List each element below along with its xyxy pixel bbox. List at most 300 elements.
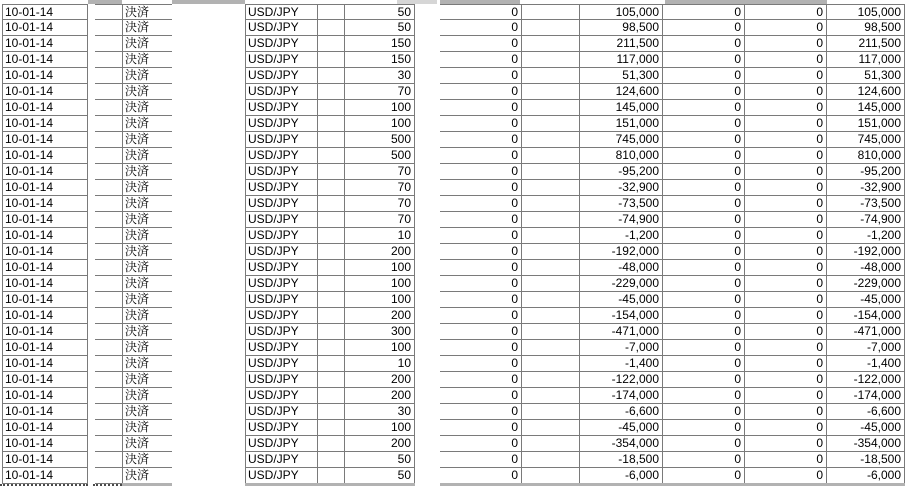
cell-trade-type[interactable]: 決済 (122, 228, 172, 244)
cell-trade-date[interactable]: 10-01-14 (2, 356, 88, 372)
cell-blank-a[interactable] (95, 468, 122, 484)
cell-profit-loss[interactable]: -6,600 (580, 404, 663, 420)
cell-zero-3[interactable]: 0 (745, 20, 827, 36)
cell-trade-date[interactable]: 10-01-14 (2, 324, 88, 340)
cell-blank-b[interactable] (318, 68, 345, 84)
cell-blank-c[interactable] (522, 324, 580, 340)
cell-profit-loss-total[interactable]: 117,000 (827, 52, 905, 68)
cell-currency-pair[interactable]: USD/JPY (245, 372, 318, 388)
cell-quantity[interactable]: 100 (345, 420, 415, 436)
cell-zero-2[interactable]: 0 (663, 180, 745, 196)
cell-zero-2[interactable]: 0 (663, 356, 745, 372)
cell-zero-2[interactable]: 0 (663, 52, 745, 68)
cell-trade-type[interactable]: 決済 (122, 84, 172, 100)
cell-profit-loss[interactable]: -73,500 (580, 196, 663, 212)
cell-blank-a[interactable] (95, 292, 122, 308)
cell-trade-date[interactable]: 10-01-14 (2, 244, 88, 260)
cell-blank-b[interactable] (318, 356, 345, 372)
cell-blank-a[interactable] (95, 196, 122, 212)
cell-currency-pair[interactable]: USD/JPY (245, 180, 318, 196)
cell-profit-loss[interactable]: 98,500 (580, 20, 663, 36)
cell-zero-2[interactable]: 0 (663, 68, 745, 84)
cell-profit-loss-total[interactable]: 98,500 (827, 20, 905, 36)
cell-trade-date[interactable]: 10-01-14 (2, 148, 88, 164)
cell-blank-b[interactable] (318, 52, 345, 68)
cell-profit-loss-total[interactable]: 124,600 (827, 84, 905, 100)
cell-zero-1[interactable]: 0 (440, 340, 522, 356)
cell-zero-1[interactable]: 0 (440, 20, 522, 36)
cell-currency-pair[interactable]: USD/JPY (245, 468, 318, 484)
cell-trade-type[interactable]: 決済 (122, 420, 172, 436)
cell-blank-b[interactable] (318, 180, 345, 196)
cell-blank-b[interactable] (318, 468, 345, 484)
cell-blank-a[interactable] (95, 324, 122, 340)
cell-quantity[interactable]: 100 (345, 276, 415, 292)
cell-blank-c[interactable] (522, 420, 580, 436)
cell-profit-loss-total[interactable]: -45,000 (827, 292, 905, 308)
cell-blank-b[interactable] (318, 260, 345, 276)
cell-zero-3[interactable]: 0 (745, 308, 827, 324)
cell-trade-date[interactable]: 10-01-14 (2, 420, 88, 436)
cell-zero-3[interactable]: 0 (745, 420, 827, 436)
cell-blank-c[interactable] (522, 436, 580, 452)
cell-profit-loss-total[interactable]: -48,000 (827, 260, 905, 276)
cell-zero-3[interactable]: 0 (745, 36, 827, 52)
cell-trade-date[interactable]: 10-01-14 (2, 196, 88, 212)
cell-trade-type[interactable]: 決済 (122, 68, 172, 84)
cell-zero-3[interactable]: 0 (745, 68, 827, 84)
cell-zero-3[interactable]: 0 (745, 84, 827, 100)
cell-profit-loss-total[interactable]: -229,000 (827, 276, 905, 292)
cell-zero-2[interactable]: 0 (663, 164, 745, 180)
cell-blank-c[interactable] (522, 148, 580, 164)
cell-blank-c[interactable] (522, 452, 580, 468)
cell-trade-type[interactable]: 決済 (122, 452, 172, 468)
cell-profit-loss[interactable]: 745,000 (580, 132, 663, 148)
cell-blank-c[interactable] (522, 292, 580, 308)
cell-trade-type[interactable]: 決済 (122, 244, 172, 260)
cell-blank-c[interactable] (522, 260, 580, 276)
cell-zero-1[interactable]: 0 (440, 356, 522, 372)
cell-profit-loss[interactable]: 105,000 (580, 4, 663, 20)
cell-trade-date[interactable]: 10-01-14 (2, 292, 88, 308)
cell-blank-a[interactable] (95, 52, 122, 68)
cell-quantity[interactable]: 150 (345, 52, 415, 68)
cell-blank-c[interactable] (522, 164, 580, 180)
cell-quantity[interactable]: 70 (345, 196, 415, 212)
cell-currency-pair[interactable]: USD/JPY (245, 212, 318, 228)
cell-zero-3[interactable]: 0 (745, 388, 827, 404)
cell-zero-1[interactable]: 0 (440, 84, 522, 100)
cell-quantity[interactable]: 50 (345, 20, 415, 36)
cell-currency-pair[interactable]: USD/JPY (245, 260, 318, 276)
cell-currency-pair[interactable]: USD/JPY (245, 404, 318, 420)
cell-zero-2[interactable]: 0 (663, 196, 745, 212)
cell-profit-loss[interactable]: -95,200 (580, 164, 663, 180)
cell-profit-loss-total[interactable]: 151,000 (827, 116, 905, 132)
cell-currency-pair[interactable]: USD/JPY (245, 196, 318, 212)
cell-quantity[interactable]: 30 (345, 404, 415, 420)
cell-zero-1[interactable]: 0 (440, 100, 522, 116)
cell-trade-type[interactable]: 決済 (122, 148, 172, 164)
cell-profit-loss[interactable]: -18,500 (580, 452, 663, 468)
cell-quantity[interactable]: 500 (345, 148, 415, 164)
cell-profit-loss-total[interactable]: -174,000 (827, 388, 905, 404)
cell-zero-1[interactable]: 0 (440, 68, 522, 84)
cell-blank-c[interactable] (522, 52, 580, 68)
cell-zero-2[interactable]: 0 (663, 20, 745, 36)
cell-zero-3[interactable]: 0 (745, 196, 827, 212)
cell-profit-loss[interactable]: -1,200 (580, 228, 663, 244)
cell-zero-2[interactable]: 0 (663, 276, 745, 292)
cell-profit-loss-total[interactable]: -6,000 (827, 468, 905, 484)
cell-blank-a[interactable] (95, 212, 122, 228)
cell-trade-type[interactable]: 決済 (122, 260, 172, 276)
cell-zero-1[interactable]: 0 (440, 292, 522, 308)
cell-profit-loss-total[interactable]: -7,000 (827, 340, 905, 356)
cell-zero-3[interactable]: 0 (745, 132, 827, 148)
cell-profit-loss-total[interactable]: -471,000 (827, 324, 905, 340)
cell-zero-1[interactable]: 0 (440, 276, 522, 292)
cell-quantity[interactable]: 200 (345, 244, 415, 260)
cell-blank-b[interactable] (318, 308, 345, 324)
cell-blank-a[interactable] (95, 20, 122, 36)
cell-trade-type[interactable]: 決済 (122, 388, 172, 404)
cell-blank-a[interactable] (95, 116, 122, 132)
cell-blank-c[interactable] (522, 68, 580, 84)
cell-quantity[interactable]: 500 (345, 132, 415, 148)
cell-currency-pair[interactable]: USD/JPY (245, 388, 318, 404)
cell-zero-3[interactable]: 0 (745, 228, 827, 244)
cell-blank-c[interactable] (522, 308, 580, 324)
cell-profit-loss-total[interactable]: 51,300 (827, 68, 905, 84)
cell-currency-pair[interactable]: USD/JPY (245, 100, 318, 116)
cell-blank-c[interactable] (522, 100, 580, 116)
cell-trade-date[interactable]: 10-01-14 (2, 260, 88, 276)
cell-blank-c[interactable] (522, 404, 580, 420)
cell-quantity[interactable]: 70 (345, 212, 415, 228)
cell-zero-2[interactable]: 0 (663, 452, 745, 468)
cell-profit-loss-total[interactable]: -6,600 (827, 404, 905, 420)
cell-zero-3[interactable]: 0 (745, 340, 827, 356)
cell-zero-3[interactable]: 0 (745, 468, 827, 484)
cell-zero-1[interactable]: 0 (440, 212, 522, 228)
cell-currency-pair[interactable]: USD/JPY (245, 84, 318, 100)
cell-quantity[interactable]: 100 (345, 292, 415, 308)
cell-currency-pair[interactable]: USD/JPY (245, 164, 318, 180)
cell-profit-loss-total[interactable]: -354,000 (827, 436, 905, 452)
cell-zero-2[interactable]: 0 (663, 228, 745, 244)
cell-blank-a[interactable] (95, 356, 122, 372)
cell-zero-1[interactable]: 0 (440, 436, 522, 452)
cell-quantity[interactable]: 200 (345, 436, 415, 452)
cell-blank-b[interactable] (318, 452, 345, 468)
cell-zero-2[interactable]: 0 (663, 324, 745, 340)
cell-currency-pair[interactable]: USD/JPY (245, 4, 318, 20)
cell-profit-loss-total[interactable]: -32,900 (827, 180, 905, 196)
cell-trade-type[interactable]: 決済 (122, 180, 172, 196)
cell-blank-a[interactable] (95, 404, 122, 420)
cell-trade-type[interactable]: 決済 (122, 276, 172, 292)
cell-trade-date[interactable]: 10-01-14 (2, 164, 88, 180)
cell-blank-a[interactable] (95, 276, 122, 292)
cell-trade-date[interactable]: 10-01-14 (2, 308, 88, 324)
cell-blank-b[interactable] (318, 100, 345, 116)
cell-zero-1[interactable]: 0 (440, 52, 522, 68)
cell-blank-b[interactable] (318, 84, 345, 100)
cell-zero-1[interactable]: 0 (440, 180, 522, 196)
cell-profit-loss[interactable]: -122,000 (580, 372, 663, 388)
cell-trade-date[interactable]: 10-01-14 (2, 4, 88, 20)
cell-blank-b[interactable] (318, 372, 345, 388)
cell-trade-date[interactable]: 10-01-14 (2, 180, 88, 196)
cell-zero-1[interactable]: 0 (440, 116, 522, 132)
cell-blank-a[interactable] (95, 244, 122, 260)
cell-trade-type[interactable]: 決済 (122, 372, 172, 388)
cell-trade-date[interactable]: 10-01-14 (2, 404, 88, 420)
cell-zero-2[interactable]: 0 (663, 36, 745, 52)
cell-currency-pair[interactable]: USD/JPY (245, 324, 318, 340)
cell-zero-1[interactable]: 0 (440, 164, 522, 180)
cell-profit-loss-total[interactable]: 745,000 (827, 132, 905, 148)
cell-trade-type[interactable]: 決済 (122, 308, 172, 324)
cell-blank-b[interactable] (318, 196, 345, 212)
cell-zero-1[interactable]: 0 (440, 388, 522, 404)
cell-zero-1[interactable]: 0 (440, 452, 522, 468)
cell-trade-type[interactable]: 決済 (122, 356, 172, 372)
cell-zero-1[interactable]: 0 (440, 244, 522, 260)
cell-blank-c[interactable] (522, 276, 580, 292)
cell-profit-loss[interactable]: -6,000 (580, 468, 663, 484)
cell-trade-type[interactable]: 決済 (122, 436, 172, 452)
cell-blank-b[interactable] (318, 4, 345, 20)
cell-zero-2[interactable]: 0 (663, 132, 745, 148)
cell-profit-loss[interactable]: -45,000 (580, 420, 663, 436)
cell-blank-a[interactable] (95, 4, 122, 20)
cell-blank-c[interactable] (522, 212, 580, 228)
cell-zero-3[interactable]: 0 (745, 404, 827, 420)
cell-trade-date[interactable]: 10-01-14 (2, 20, 88, 36)
cell-trade-type[interactable]: 決済 (122, 20, 172, 36)
cell-blank-a[interactable] (95, 436, 122, 452)
cell-trade-type[interactable]: 決済 (122, 36, 172, 52)
cell-zero-2[interactable]: 0 (663, 372, 745, 388)
cell-blank-a[interactable] (95, 148, 122, 164)
cell-blank-b[interactable] (318, 404, 345, 420)
cell-blank-a[interactable] (95, 68, 122, 84)
cell-currency-pair[interactable]: USD/JPY (245, 36, 318, 52)
cell-trade-date[interactable]: 10-01-14 (2, 452, 88, 468)
cell-zero-2[interactable]: 0 (663, 436, 745, 452)
cell-zero-3[interactable]: 0 (745, 452, 827, 468)
cell-zero-1[interactable]: 0 (440, 372, 522, 388)
cell-blank-b[interactable] (318, 436, 345, 452)
cell-profit-loss[interactable]: -32,900 (580, 180, 663, 196)
cell-quantity[interactable]: 50 (345, 452, 415, 468)
cell-blank-a[interactable] (95, 84, 122, 100)
cell-zero-2[interactable]: 0 (663, 420, 745, 436)
cell-zero-3[interactable]: 0 (745, 212, 827, 228)
cell-trade-type[interactable]: 決済 (122, 212, 172, 228)
cell-blank-b[interactable] (318, 148, 345, 164)
cell-profit-loss-total[interactable]: -122,000 (827, 372, 905, 388)
cell-blank-c[interactable] (522, 84, 580, 100)
cell-quantity[interactable]: 200 (345, 308, 415, 324)
cell-zero-1[interactable]: 0 (440, 324, 522, 340)
cell-profit-loss-total[interactable]: -154,000 (827, 308, 905, 324)
cell-blank-b[interactable] (318, 244, 345, 260)
cell-profit-loss-total[interactable]: -18,500 (827, 452, 905, 468)
cell-trade-date[interactable]: 10-01-14 (2, 468, 88, 484)
cell-profit-loss[interactable]: -192,000 (580, 244, 663, 260)
cell-blank-b[interactable] (318, 20, 345, 36)
cell-trade-date[interactable]: 10-01-14 (2, 388, 88, 404)
cell-blank-a[interactable] (95, 340, 122, 356)
cell-blank-a[interactable] (95, 260, 122, 276)
cell-blank-a[interactable] (95, 100, 122, 116)
cell-profit-loss[interactable]: -471,000 (580, 324, 663, 340)
cell-trade-date[interactable]: 10-01-14 (2, 100, 88, 116)
cell-blank-b[interactable] (318, 324, 345, 340)
cell-trade-type[interactable]: 決済 (122, 4, 172, 20)
cell-profit-loss-total[interactable]: 211,500 (827, 36, 905, 52)
cell-currency-pair[interactable]: USD/JPY (245, 132, 318, 148)
cell-trade-date[interactable]: 10-01-14 (2, 36, 88, 52)
cell-blank-a[interactable] (95, 132, 122, 148)
cell-blank-c[interactable] (522, 132, 580, 148)
cell-currency-pair[interactable]: USD/JPY (245, 148, 318, 164)
cell-zero-2[interactable]: 0 (663, 212, 745, 228)
cell-quantity[interactable]: 200 (345, 372, 415, 388)
cell-blank-b[interactable] (318, 164, 345, 180)
cell-currency-pair[interactable]: USD/JPY (245, 52, 318, 68)
cell-currency-pair[interactable]: USD/JPY (245, 436, 318, 452)
cell-profit-loss-total[interactable]: -1,400 (827, 356, 905, 372)
cell-profit-loss-total[interactable]: -73,500 (827, 196, 905, 212)
cell-zero-2[interactable]: 0 (663, 292, 745, 308)
cell-zero-1[interactable]: 0 (440, 420, 522, 436)
cell-zero-1[interactable]: 0 (440, 468, 522, 484)
cell-currency-pair[interactable]: USD/JPY (245, 244, 318, 260)
cell-trade-type[interactable]: 決済 (122, 100, 172, 116)
cell-profit-loss[interactable]: 145,000 (580, 100, 663, 116)
cell-zero-3[interactable]: 0 (745, 244, 827, 260)
cell-currency-pair[interactable]: USD/JPY (245, 228, 318, 244)
cell-trade-date[interactable]: 10-01-14 (2, 132, 88, 148)
cell-blank-c[interactable] (522, 340, 580, 356)
cell-zero-3[interactable]: 0 (745, 436, 827, 452)
cell-quantity[interactable]: 100 (345, 116, 415, 132)
cell-trade-date[interactable]: 10-01-14 (2, 116, 88, 132)
cell-profit-loss[interactable]: 124,600 (580, 84, 663, 100)
cell-zero-1[interactable]: 0 (440, 260, 522, 276)
cell-zero-2[interactable]: 0 (663, 260, 745, 276)
cell-quantity[interactable]: 300 (345, 324, 415, 340)
cell-blank-a[interactable] (95, 180, 122, 196)
cell-blank-b[interactable] (318, 292, 345, 308)
cell-profit-loss[interactable]: -154,000 (580, 308, 663, 324)
cell-blank-c[interactable] (522, 228, 580, 244)
cell-blank-c[interactable] (522, 468, 580, 484)
cell-trade-date[interactable]: 10-01-14 (2, 340, 88, 356)
cell-quantity[interactable]: 50 (345, 4, 415, 20)
cell-currency-pair[interactable]: USD/JPY (245, 420, 318, 436)
cell-trade-date[interactable]: 10-01-14 (2, 68, 88, 84)
cell-profit-loss[interactable]: -74,900 (580, 212, 663, 228)
cell-trade-type[interactable]: 決済 (122, 468, 172, 484)
cell-zero-2[interactable]: 0 (663, 244, 745, 260)
cell-zero-3[interactable]: 0 (745, 324, 827, 340)
cell-currency-pair[interactable]: USD/JPY (245, 340, 318, 356)
cell-zero-3[interactable]: 0 (745, 164, 827, 180)
cell-currency-pair[interactable]: USD/JPY (245, 292, 318, 308)
cell-quantity[interactable]: 10 (345, 228, 415, 244)
cell-trade-type[interactable]: 決済 (122, 52, 172, 68)
cell-zero-3[interactable]: 0 (745, 148, 827, 164)
cell-trade-type[interactable]: 決済 (122, 132, 172, 148)
cell-profit-loss-total[interactable]: 145,000 (827, 100, 905, 116)
cell-zero-3[interactable]: 0 (745, 180, 827, 196)
cell-profit-loss[interactable]: -45,000 (580, 292, 663, 308)
cell-trade-type[interactable]: 決済 (122, 164, 172, 180)
cell-profit-loss[interactable]: -229,000 (580, 276, 663, 292)
cell-trade-date[interactable]: 10-01-14 (2, 52, 88, 68)
cell-blank-b[interactable] (318, 388, 345, 404)
cell-quantity[interactable]: 50 (345, 468, 415, 484)
cell-blank-a[interactable] (95, 388, 122, 404)
cell-zero-2[interactable]: 0 (663, 100, 745, 116)
cell-quantity[interactable]: 100 (345, 340, 415, 356)
cell-blank-c[interactable] (522, 36, 580, 52)
cell-profit-loss-total[interactable]: -1,200 (827, 228, 905, 244)
cell-blank-b[interactable] (318, 132, 345, 148)
cell-currency-pair[interactable]: USD/JPY (245, 116, 318, 132)
cell-trade-date[interactable]: 10-01-14 (2, 372, 88, 388)
cell-blank-c[interactable] (522, 388, 580, 404)
cell-currency-pair[interactable]: USD/JPY (245, 68, 318, 84)
cell-currency-pair[interactable]: USD/JPY (245, 452, 318, 468)
cell-zero-3[interactable]: 0 (745, 292, 827, 308)
cell-quantity[interactable]: 100 (345, 100, 415, 116)
cell-trade-type[interactable]: 決済 (122, 116, 172, 132)
cell-profit-loss-total[interactable]: 810,000 (827, 148, 905, 164)
cell-zero-2[interactable]: 0 (663, 308, 745, 324)
cell-quantity[interactable]: 70 (345, 180, 415, 196)
cell-zero-1[interactable]: 0 (440, 196, 522, 212)
cell-zero-3[interactable]: 0 (745, 260, 827, 276)
cell-blank-a[interactable] (95, 164, 122, 180)
cell-profit-loss[interactable]: 117,000 (580, 52, 663, 68)
cell-blank-c[interactable] (522, 4, 580, 20)
cell-trade-type[interactable]: 決済 (122, 292, 172, 308)
cell-trade-date[interactable]: 10-01-14 (2, 228, 88, 244)
cell-zero-3[interactable]: 0 (745, 276, 827, 292)
cell-blank-a[interactable] (95, 36, 122, 52)
cell-profit-loss[interactable]: 810,000 (580, 148, 663, 164)
cell-zero-2[interactable]: 0 (663, 116, 745, 132)
cell-currency-pair[interactable]: USD/JPY (245, 308, 318, 324)
cell-zero-1[interactable]: 0 (440, 148, 522, 164)
cell-profit-loss-total[interactable]: -74,900 (827, 212, 905, 228)
cell-profit-loss[interactable]: -48,000 (580, 260, 663, 276)
cell-profit-loss[interactable]: -7,000 (580, 340, 663, 356)
cell-quantity[interactable]: 70 (345, 164, 415, 180)
cell-trade-date[interactable]: 10-01-14 (2, 436, 88, 452)
cell-profit-loss-total[interactable]: -192,000 (827, 244, 905, 260)
cell-profit-loss[interactable]: -1,400 (580, 356, 663, 372)
cell-quantity[interactable]: 100 (345, 260, 415, 276)
cell-profit-loss[interactable]: -174,000 (580, 388, 663, 404)
